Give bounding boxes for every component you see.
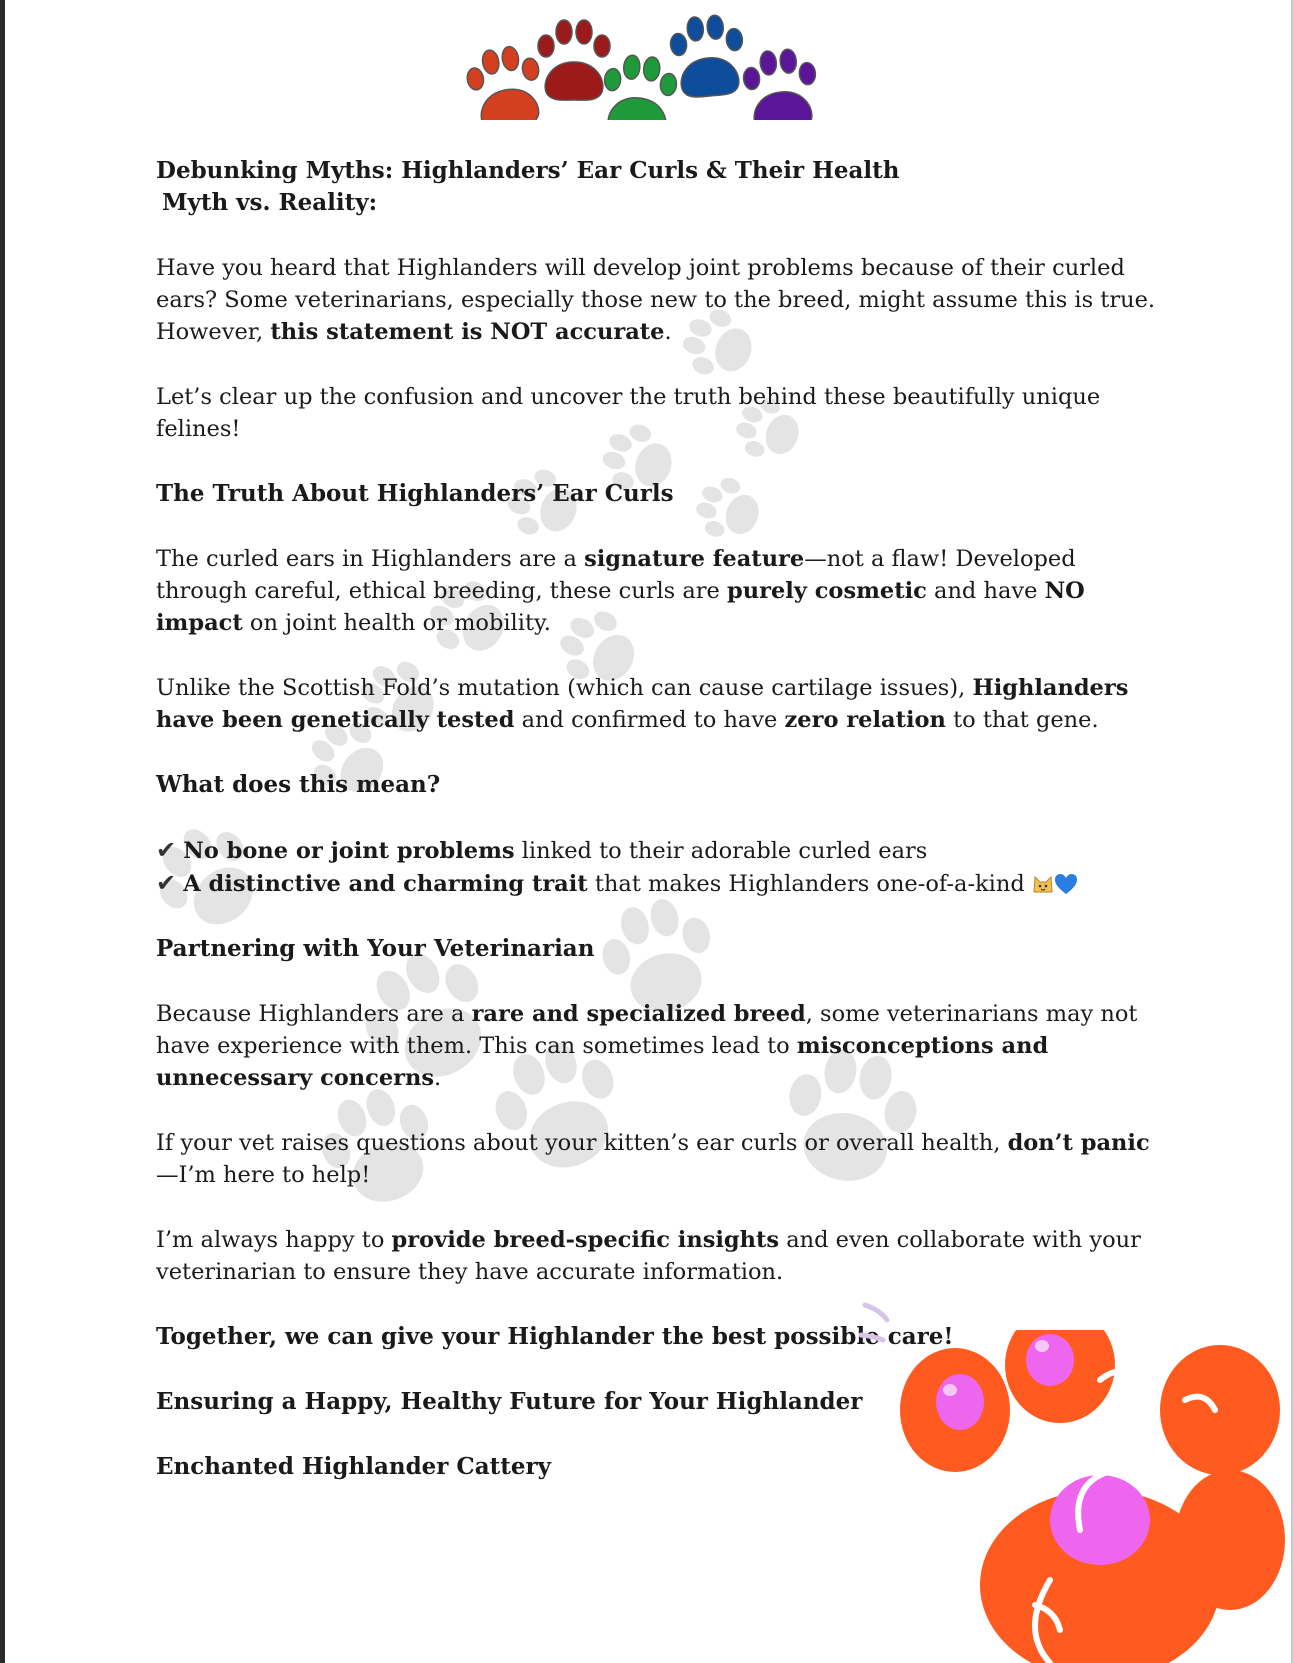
cattery-name: Enchanted Highlander Cattery xyxy=(156,1453,551,1480)
truth-paragraph-2: Unlike the Scottish Fold’s mutation (which can cause cartilage issues), Highlanders have been genetically tested and confirmed to have zero relation to that gene. xyxy=(156,675,1129,733)
check-mark-icon: ✔ xyxy=(156,836,177,864)
check-mark-icon: ✔ xyxy=(156,869,177,897)
vet-paragraph-2: If your vet raises questions about your kitten’s ear curls or overall health, don’t panic—I’m here to help! xyxy=(156,1130,1150,1188)
truth-heading: The Truth About Highlanders’ Ear Curls xyxy=(156,480,674,507)
check-item-1: ✔ No bone or joint problems linked to their adorable curled ears xyxy=(156,836,928,864)
intro-paragraph-2: Let’s clear up the confusion and uncover the truth behind these beautifully unique felines! xyxy=(156,384,1101,442)
paw-print-row xyxy=(462,10,842,120)
page-title: Debunking Myths: Highlanders’ Ear Curls & Their Health xyxy=(156,157,900,184)
page-subtitle: Myth vs. Reality: xyxy=(162,189,378,216)
paw-print-icon xyxy=(463,13,820,120)
document-body xyxy=(156,155,1156,1483)
vet-heading: Partnering with Your Veterinarian xyxy=(156,935,595,962)
vet-paragraph-3: I’m always happy to provide breed-specific insights and even collaborate with your veterinarian to ensure they have accurate information. xyxy=(156,1227,1141,1285)
meaning-heading: What does this mean? xyxy=(156,771,441,798)
truth-paragraph-1: The curled ears in Highlanders are a signature feature—not a flaw! Developed through careful, ethical breeding, these curls are purely cosmetic and have NO impact on joint health or mobility. xyxy=(156,546,1085,636)
closing-line: Together, we can give your Highlander the best possible care! xyxy=(156,1323,954,1350)
closing-tagline: Ensuring a Happy, Healthy Future for Your Highlander xyxy=(156,1388,863,1415)
check-item-2: ✔ A distinctive and charming trait that makes Highlanders one-of-a-kind xyxy=(156,867,1156,900)
blue-heart-emoji xyxy=(1054,873,1078,895)
large-orange-paw-icon xyxy=(900,1330,1293,1663)
motion-lines-icon xyxy=(855,1300,900,1350)
vet-paragraph-1: Because Highlanders are a rare and specialized breed, some veterinarians may not have experience with them. This can sometimes lead to misconceptions and unnecessary concerns. xyxy=(156,1001,1138,1091)
cat-face-emoji xyxy=(1032,874,1054,894)
intro-paragraph: Have you heard that Highlanders will develop joint problems because of their curled ears? Some veterinarians, especially those new to the breed, might assume this is true. However, this statement is NOT accurate. xyxy=(156,255,1156,345)
